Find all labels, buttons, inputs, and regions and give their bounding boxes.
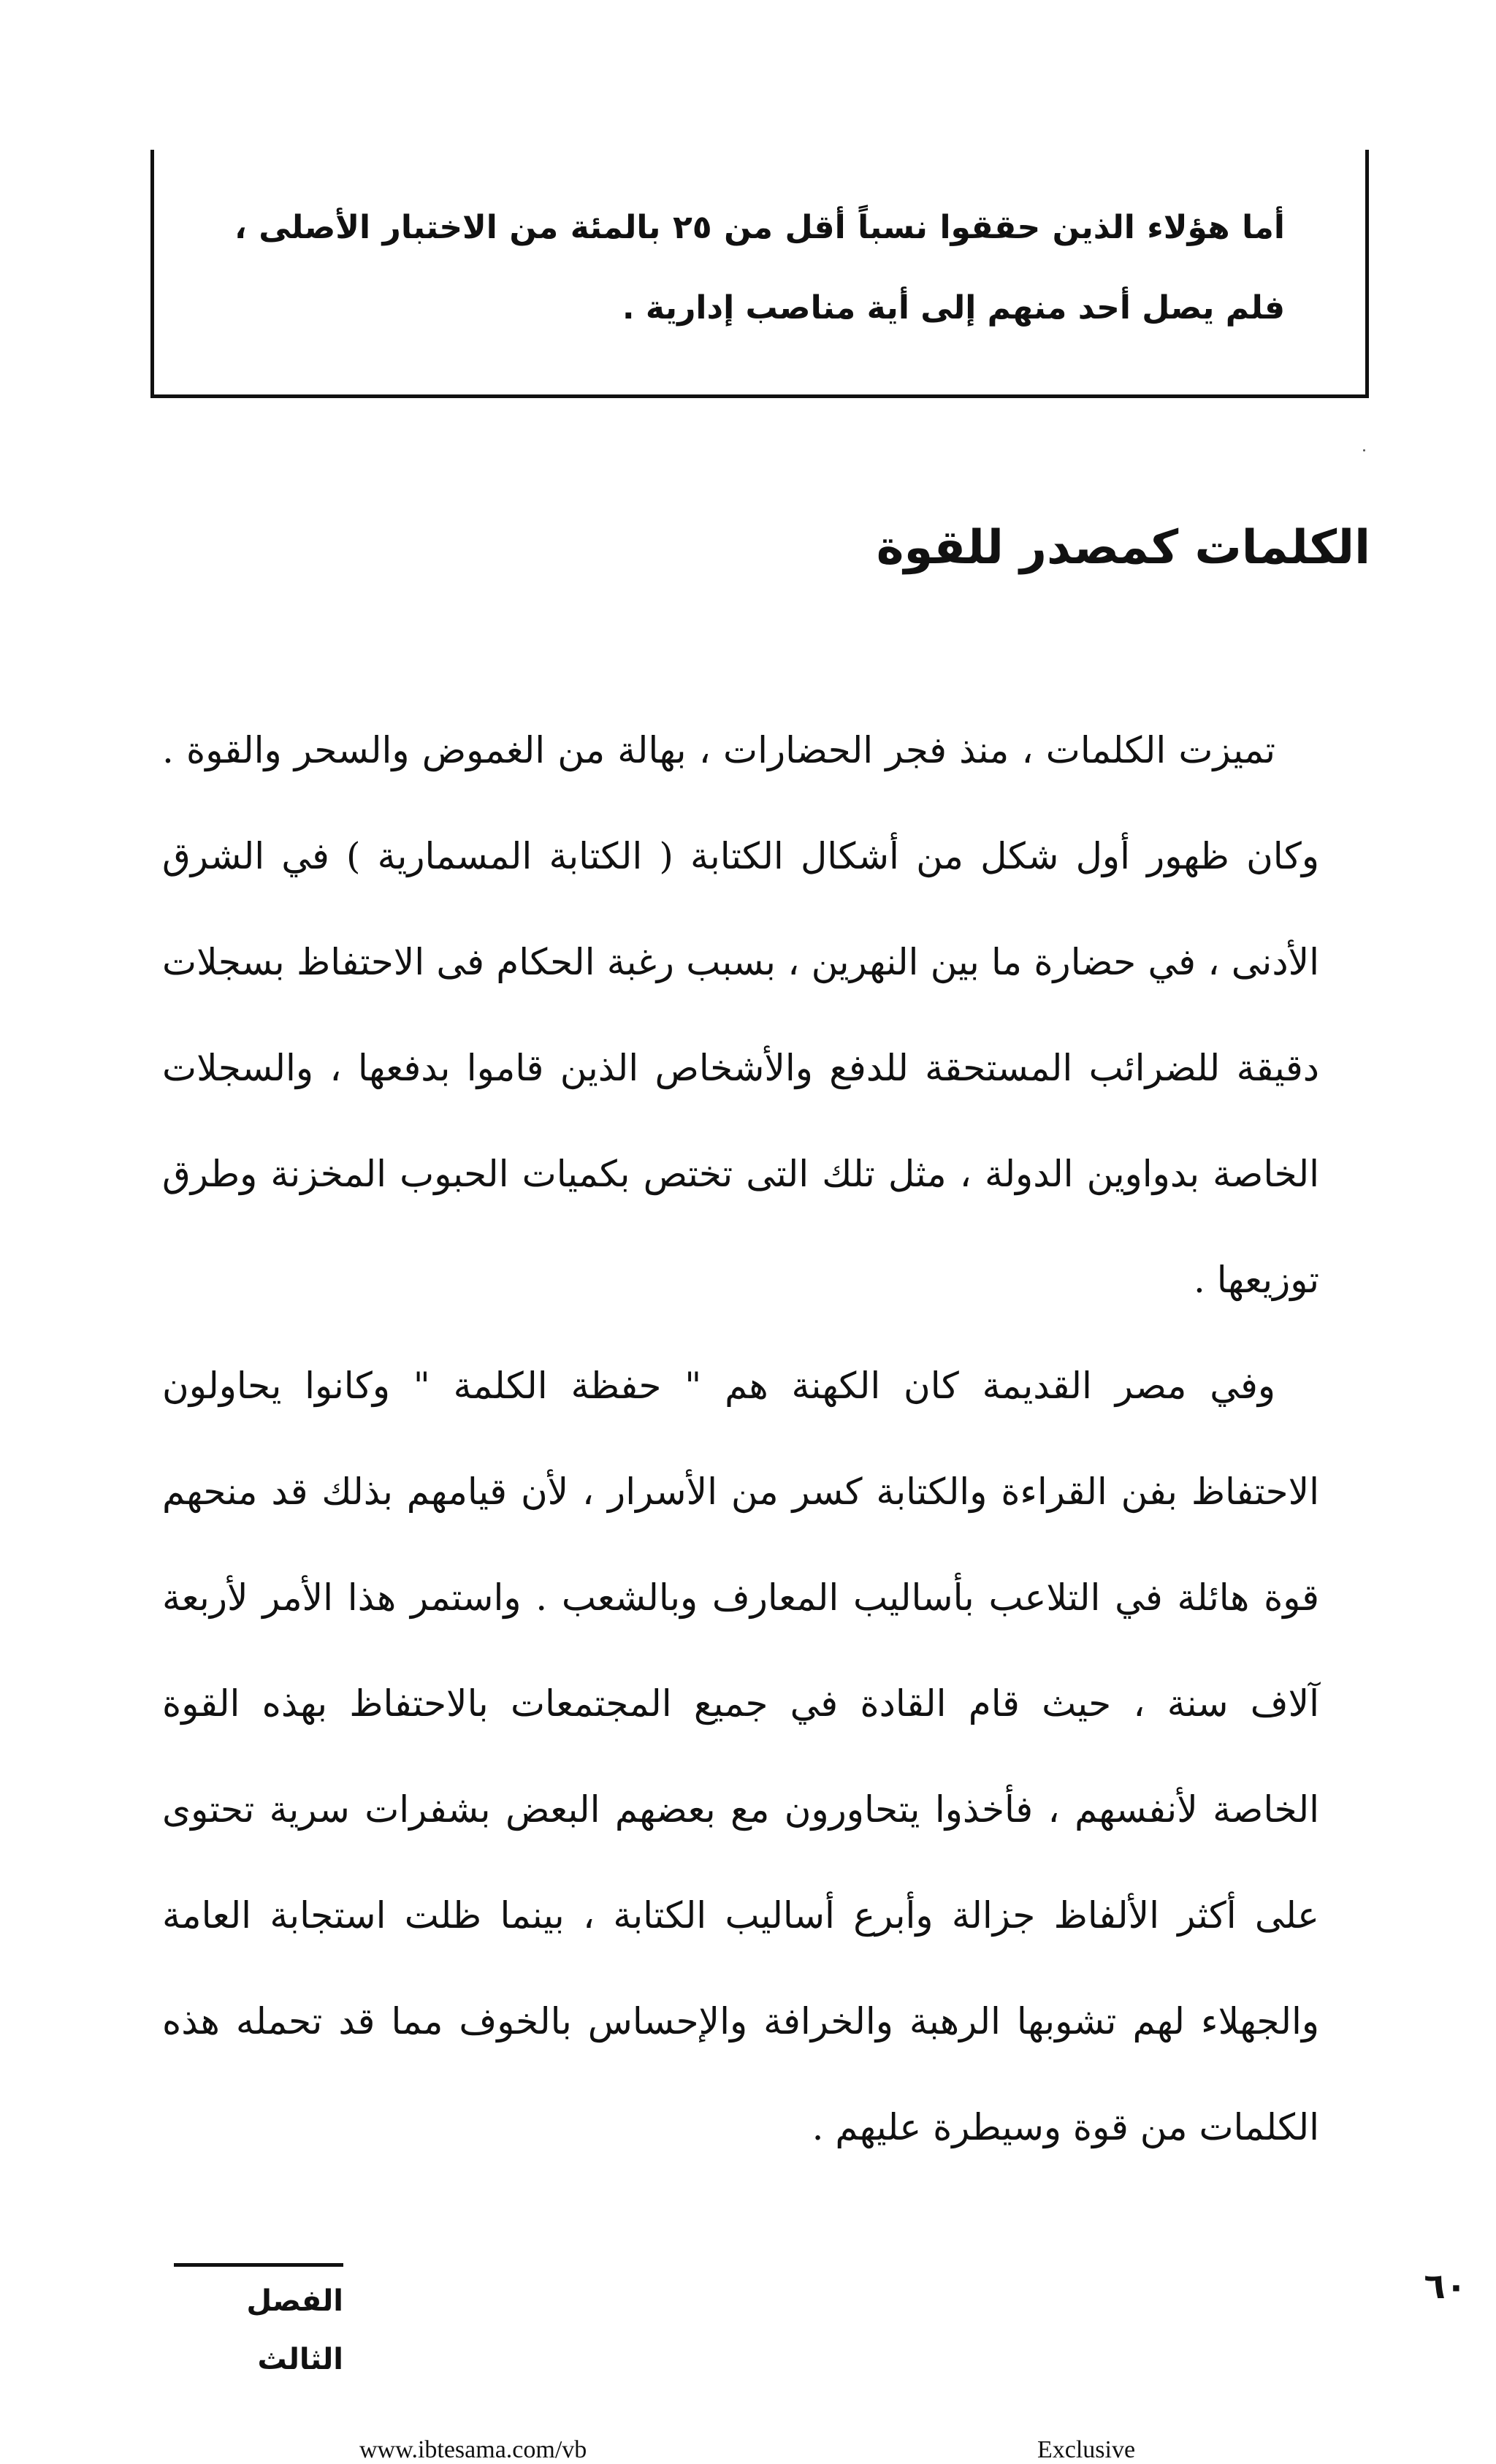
paragraph-2: وفي مصر القديمة كان الكهنة هم " حفظة الكلمة " وكانوا يحاولون الاحتفاظ بفن القراءة والكتابة كسر من الأسرار ، لأن قيامهم بذلك قد منحهم قوة هائلة في التلاعب بأساليب المعارف وبالشعب . واستمر هذا الأمر لأربعة آلاف سنة ، حيث قام القادة في جميع المجتمعات بالاحتفاظ بهذه القوة الخاصة لأنفسهم ، فأخذوا يتحاورون مع بعضهم البعض بشفرات سرية تحتوى على أكثر الألفاظ جزالة وأبرع أساليب الكتابة ، بينما ظلت استجابة العامة والجهلاء لهم تشوبها الرهبة والخرافة والإحساس بالخوف مما قد تحمله هذه الكلمات من قوة وسيطرة عليهم .: [162, 1365, 1320, 2148]
quote-text: أما هؤلاء الذين حققوا نسباً أقل من ٢٥ بالمئة من الاختبار الأصلى ، فلم يصل أحد منهم إلى أية مناصب إدارية .: [234, 209, 1285, 327]
exclusive-watermark: Exclusive: [1037, 2436, 1136, 2463]
paragraph-1: تميزت الكلمات ، منذ فجر الحضارات ، بهالة من الغموض والسحر والقوة . وكان ظهور أول شكل من أشكال الكتابة ( الكتابة المسمارية ) في الشرق الأدنى ، في حضارة ما بين النهرين ، بسبب رغبة الحكام فى الاحتفاظ بسجلات دقيقة للضرائب المستحقة للدفع والأشخاص الذين قاموا بدفعها ، والسجلات الخاصة بدواوين الدولة ، مثل تلك التى تختص بكميات الحبوب المخزنة وطرق توزيعها .: [162, 729, 1319, 1301]
website-watermark: www.ibtesama.com/vb: [359, 2436, 587, 2463]
quote-box: [150, 150, 1369, 398]
body-text: [162, 698, 1319, 2181]
footer-rule: [174, 2263, 343, 2267]
page-number: ٦٠: [1424, 2266, 1467, 2307]
chapter-label: الفصل الثالث: [246, 2284, 343, 2376]
scan-speck: [1363, 449, 1365, 451]
section-heading: الكلمات كمصدر للقوة: [876, 521, 1370, 575]
